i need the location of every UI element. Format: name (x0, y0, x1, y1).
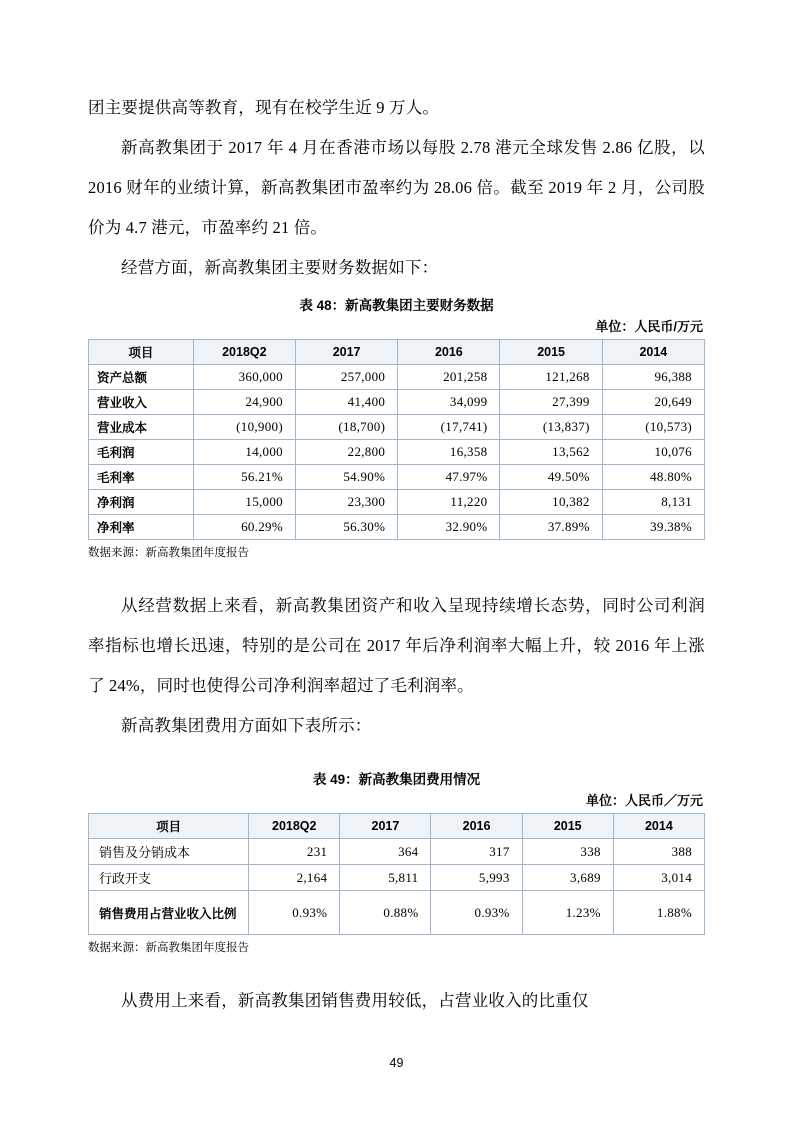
cell-value: 364 (340, 839, 431, 865)
cell-value: 257,000 (295, 365, 397, 390)
cell-value: (10,573) (602, 415, 704, 440)
cell-value: 2,164 (249, 865, 340, 891)
paragraph-5: 新高教集团费用方面如下表所示： (121, 716, 372, 735)
paragraph-3: 经营方面，新高教集团主要财务数据如下： (121, 258, 439, 277)
col-header-2017: 2017 (295, 340, 397, 365)
cell-value: 10,382 (500, 490, 602, 515)
col-header-2015: 2015 (522, 814, 613, 839)
col-header-2016: 2016 (398, 340, 500, 365)
cell-value: 14,000 (193, 440, 295, 465)
cell-value: 10,076 (602, 440, 704, 465)
cell-value: 41,400 (295, 390, 397, 415)
cell-value: 49.50% (500, 465, 602, 490)
row-label: 净利率 (89, 515, 194, 540)
col-header-2017: 2017 (340, 814, 431, 839)
cell-value: 121,268 (500, 365, 602, 390)
cell-value: 34,099 (398, 390, 500, 415)
table-row (89, 891, 705, 935)
cell-value: 47.97% (398, 465, 500, 490)
cell-value: 5,811 (340, 865, 431, 891)
table-1-unit: 单位：人民币/万元 (595, 319, 703, 334)
col-header-2016: 2016 (431, 814, 522, 839)
col-header-2014: 2014 (613, 814, 704, 839)
paragraph-6: 从费用上来看，新高教集团销售费用较低，占营业收入的比重仅 (121, 991, 589, 1010)
table-row (89, 839, 705, 865)
cell-value: 15,000 (193, 490, 295, 515)
cell-value: 24,900 (193, 390, 295, 415)
financial-data-table (88, 339, 705, 540)
table-2-caption: 表 49：新高教集团费用情况 (312, 772, 481, 787)
col-header-2015: 2015 (500, 340, 602, 365)
cell-value: 0.93% (431, 891, 522, 935)
cell-value: (18,700) (295, 415, 397, 440)
cell-value: 48.80% (602, 465, 704, 490)
cell-value: 360,000 (193, 365, 295, 390)
cell-value: 23,300 (295, 490, 397, 515)
table-row (89, 465, 705, 490)
cell-value: 201,258 (398, 365, 500, 390)
cell-value: 11,220 (398, 490, 500, 515)
cell-value: 231 (249, 839, 340, 865)
row-label: 行政开支 (89, 865, 249, 891)
table-header-row (89, 340, 705, 365)
cell-value: 56.30% (295, 515, 397, 540)
table-row (89, 415, 705, 440)
cell-value: 8,131 (602, 490, 704, 515)
cell-value: 5,993 (431, 865, 522, 891)
table-header-row (89, 814, 705, 839)
cell-value: 388 (613, 839, 704, 865)
table-row (89, 440, 705, 465)
cell-value: 60.29% (193, 515, 295, 540)
cell-value: 37.89% (500, 515, 602, 540)
table-1-caption: 表 48：新高教集团主要财务数据 (299, 298, 494, 313)
cell-value: 22,800 (295, 440, 397, 465)
cell-value: (10,900) (193, 415, 295, 440)
paragraph-4: 从经营数据上来看，新高教集团资产和收入呈现持续增长态势，同时公司利润率指标也增长迅速，特别的是公司在 2017 年后净利润率大幅上升，较 2016 年上涨了 24%，同时也使得公司净利润率超过了毛利润率。 (88, 596, 705, 695)
table-2-unit: 单位：人民币／万元 (585, 793, 703, 808)
table-row (89, 865, 705, 891)
table-row (89, 490, 705, 515)
cell-value: (17,741) (398, 415, 500, 440)
cell-value: 3,689 (522, 865, 613, 891)
table-1-source: 数据来源：新高教集团年度报告 (88, 547, 249, 559)
cell-value: 56.21% (193, 465, 295, 490)
cell-value: 0.88% (340, 891, 431, 935)
cell-value: 317 (431, 839, 522, 865)
col-header-2014: 2014 (602, 340, 704, 365)
cell-value: 20,649 (602, 390, 704, 415)
cell-value: 16,358 (398, 440, 500, 465)
cell-value: 96,388 (602, 365, 704, 390)
cell-value: 54.90% (295, 465, 397, 490)
table-2-source: 数据来源：新高教集团年度报告 (88, 942, 249, 954)
cell-value: (13,837) (500, 415, 602, 440)
row-label: 毛利润 (89, 440, 194, 465)
cell-value: 0.93% (249, 891, 340, 935)
cell-value: 27,399 (500, 390, 602, 415)
col-header-item: 项目 (89, 340, 194, 365)
row-label: 营业成本 (89, 415, 194, 440)
cell-value: 39.38% (602, 515, 704, 540)
cell-value: 13,562 (500, 440, 602, 465)
row-label: 销售费用占营业收入比例 (89, 891, 249, 935)
cell-value: 32.90% (398, 515, 500, 540)
table-row (89, 365, 705, 390)
paragraph-1: 团主要提供高等教育，现有在校学生近 9 万人。 (88, 98, 440, 117)
row-label: 销售及分销成本 (89, 839, 249, 865)
col-header-2018q2: 2018Q2 (193, 340, 295, 365)
table-row (89, 390, 705, 415)
cell-value: 338 (522, 839, 613, 865)
cell-value: 1.88% (613, 891, 704, 935)
cell-value: 3,014 (613, 865, 704, 891)
col-header-item: 项目 (89, 814, 249, 839)
expense-data-table (88, 813, 705, 935)
paragraph-2: 新高教集团于 2017 年 4 月在香港市场以每股 2.78 港元全球发售 2.86 亿股，以 2016 财年的业绩计算，新高教集团市盈率约为 28.06 倍。截至 2019 年 2 月，公司股价为 4.7 港元，市盈率约 21 倍。 (88, 138, 705, 237)
table-row (89, 515, 705, 540)
row-label: 毛利率 (89, 465, 194, 490)
col-header-2018q2: 2018Q2 (249, 814, 340, 839)
row-label: 资产总额 (89, 365, 194, 390)
cell-value: 1.23% (522, 891, 613, 935)
row-label: 营业收入 (89, 390, 194, 415)
row-label: 净利润 (89, 490, 194, 515)
page-number: 49 (389, 1056, 404, 1070)
